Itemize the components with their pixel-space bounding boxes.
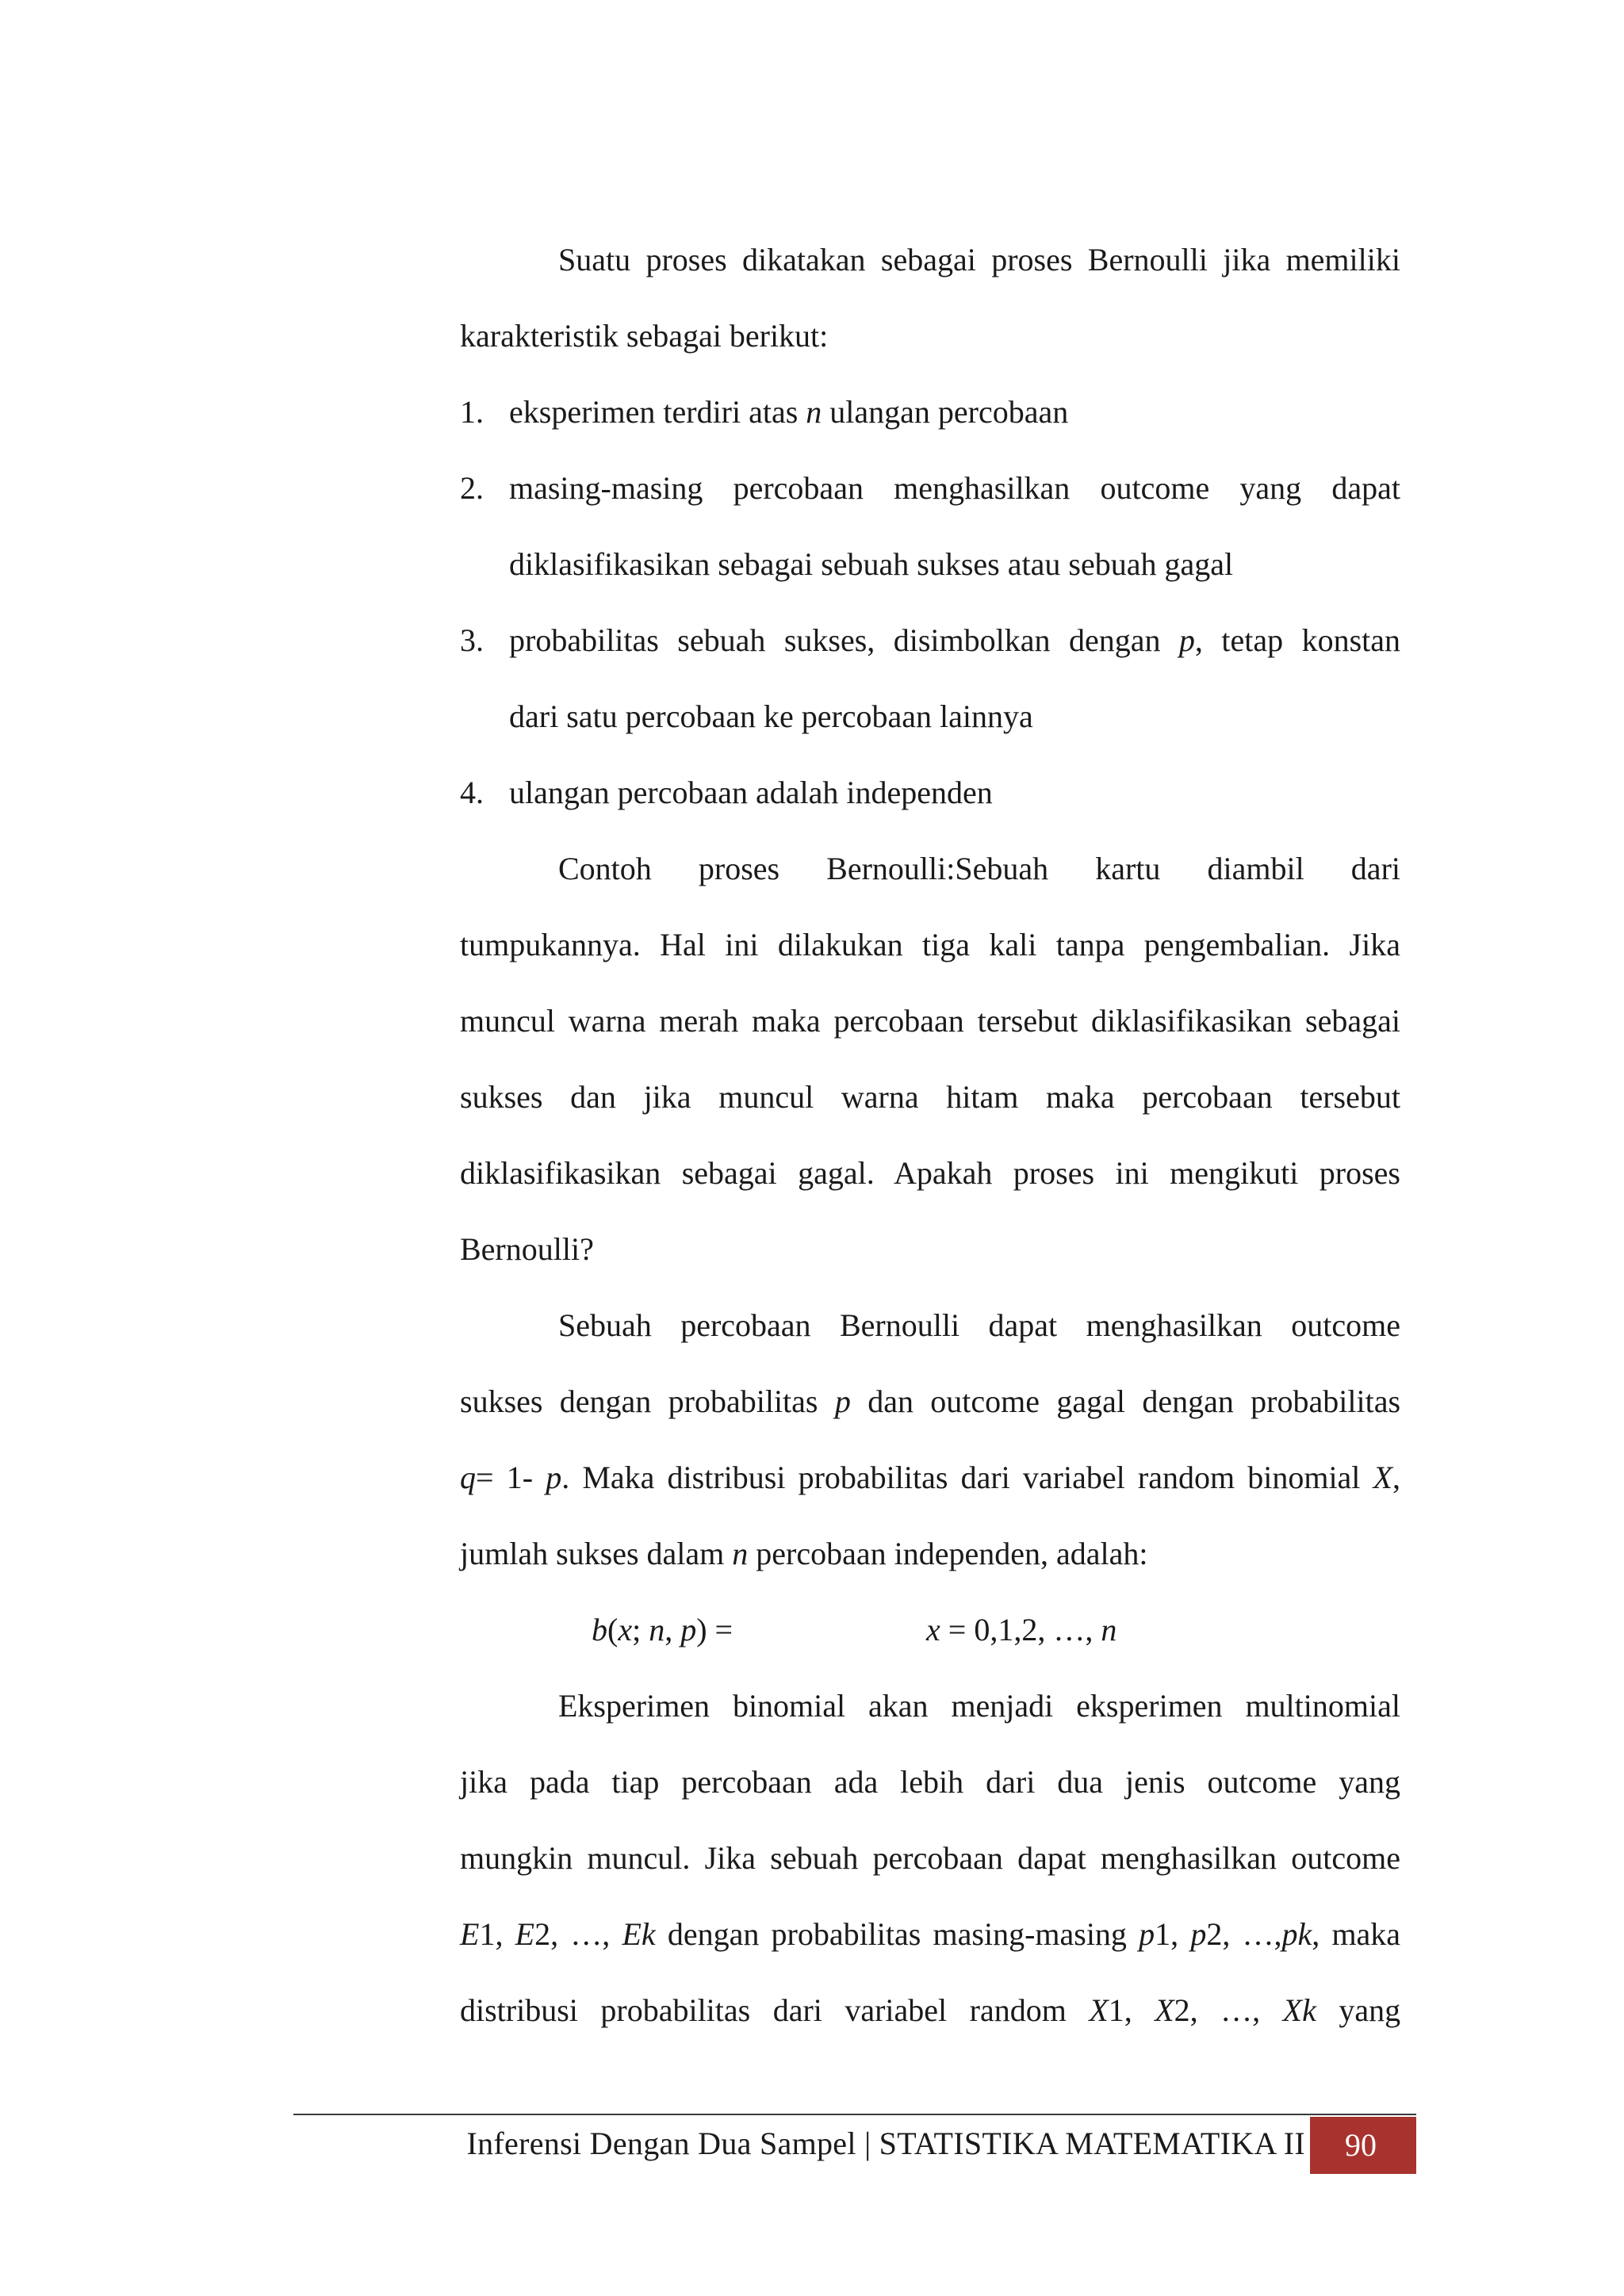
multinomial-line-3: mungkin muncul. Jika sebuah percobaan dapat menghasilkan outcome <box>460 1840 1400 1876</box>
formula-lhs: b(x; n, p) = <box>592 1612 733 1647</box>
contoh-line-1: Contoh proses Bernoulli:Sebuah kartu diambil dari <box>558 851 1400 886</box>
list-number: 4. <box>460 775 484 810</box>
page-number-divider <box>1305 2117 1310 2174</box>
intro-line-1: Suatu proses dikatakan sebagai proses Bernoulli jika memiliki <box>558 242 1400 277</box>
list-number: 3. <box>460 622 484 658</box>
multinomial-line-5: distribusi probabilitas dari variabel random X1, X2, …, Xk yang <box>460 1992 1401 2028</box>
multinomial-line-1: Eksperimen binomial akan menjadi eksperimen multinomial <box>558 1688 1400 1724</box>
list-item-3: 3. probabilitas sebuah sukses, disimbolkan dengan p, tetap konstan dari satu percobaan ke percobaan lainnya <box>460 603 1400 755</box>
footer-running-title: Inferensi Dengan Dua Sampel | STATISTIKA MATEMATIKA II <box>466 2126 1305 2161</box>
binomial-line-3: q= 1- p. Maka distribusi probabilitas dari variabel random binomial X, <box>460 1460 1401 1495</box>
contoh-line-3: muncul warna merah maka percobaan tersebut diklasifikasikan sebagai <box>460 1003 1400 1039</box>
multinomial-line-2: jika pada tiap percobaan ada lebih dari dua jenis outcome yang <box>460 1764 1400 1800</box>
intro-line-2: karakteristik sebagai berikut: <box>460 318 829 354</box>
list-item-1: 1. eksperimen terdiri atas n ulangan percobaan <box>460 374 1400 450</box>
binomial-line-4: jumlah sukses dalam n percobaan independen, adalah: <box>460 1536 1148 1571</box>
binomial-formula <box>460 1592 1400 1668</box>
list-number: 2. <box>460 470 484 506</box>
contoh-line-6: Bernoulli? <box>460 1231 594 1267</box>
binomial-line-2: sukses dengan probabilitas p dan outcome gagal dengan probabilitas <box>460 1383 1401 1419</box>
list-item-2: 2. masing-masing percobaan menghasilkan outcome yang dapat diklasifikasikan sebagai sebuah sukses atau sebuah gagal <box>460 450 1400 603</box>
formula-domain: x = 0,1,2, …, n <box>926 1612 1117 1647</box>
footer-rule <box>293 2114 1416 2115</box>
contoh-line-4: sukses dan jika muncul warna hitam maka percobaan tersebut <box>460 1079 1400 1115</box>
binomial-line-1: Sebuah percobaan Bernoulli dapat menghasilkan outcome <box>558 1307 1400 1343</box>
page-body <box>460 222 1400 2049</box>
contoh-line-5: diklasifikasikan sebagai gagal. Apakah proses ini mengikuti proses <box>460 1155 1400 1191</box>
multinomial-line-4: E1, E2, …, Ek dengan probabilitas masing-masing p1, p2, …,pk, maka <box>460 1916 1401 1952</box>
list-number: 1. <box>460 394 484 430</box>
list-item-4: 4. ulangan percobaan adalah independen <box>460 755 1400 831</box>
contoh-line-2: tumpukannya. Hal ini dilakukan tiga kali tanpa pengembalian. Jika <box>460 927 1400 962</box>
page-number-badge: 90 <box>1305 2117 1416 2174</box>
